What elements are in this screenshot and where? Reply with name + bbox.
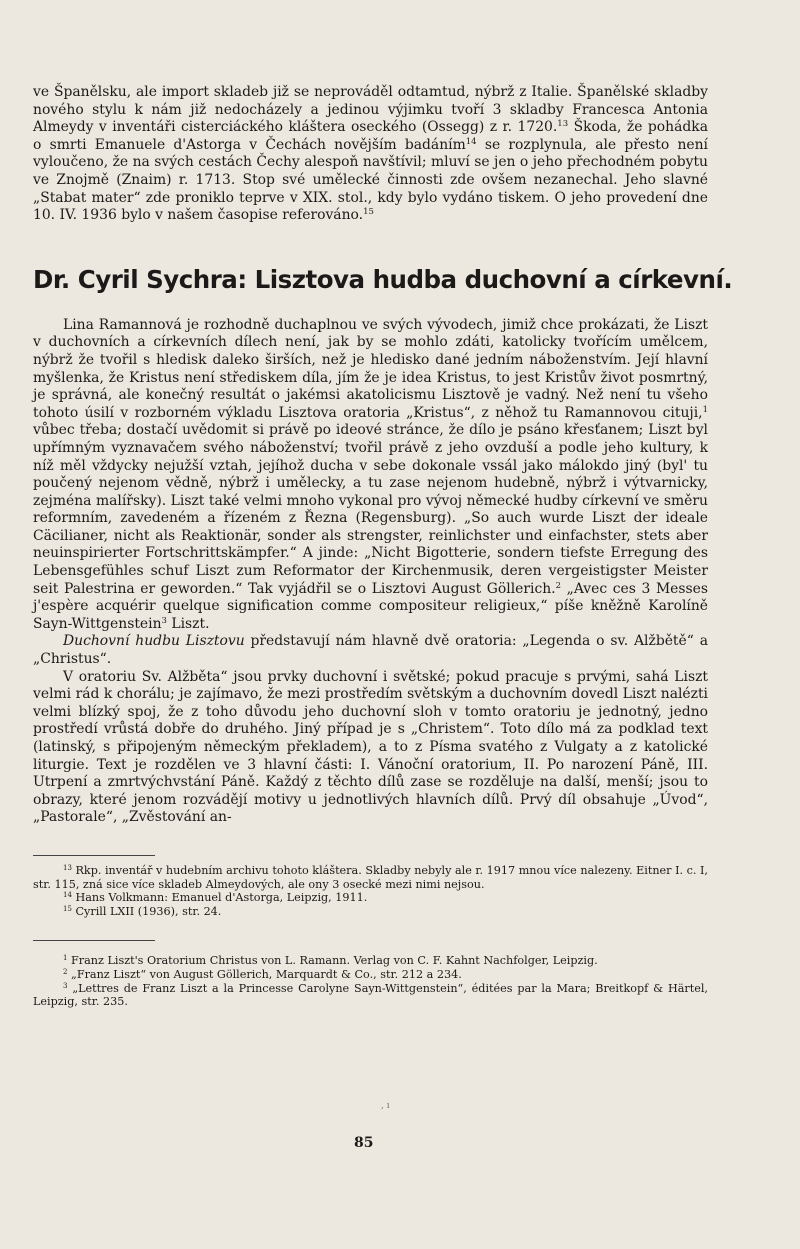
footnotes-section-b bbox=[33, 927, 708, 1008]
para1-text-1: Lina Ramannová je rozhodně duchaplnou ve svých vývodech, jimiž chce prokázati, že Liszt v duchovních a církevních dílech není, jak by se mohlo zdáti, katolicky tvořícím umělcem, nýbrž že tvořil s hledisk daleko širších, než je hledisko dané jedním náboženstvím. Její hlavní myšlenka, že Kristus není střediskem díla, jím že je idea Kristus, to jest Kristův život posmrtný, je správná, ale konečný resultát o jakémsi akatolicismu Lisztově je vadný. Než není tu všeho tohoto úsilí v rozborném výkladu Lisztova oratoria „Kristus“, z něhož tu Ramannovou cituji, bbox=[33, 316, 708, 421]
para2-text: představují nám hlavně dvě oratoria: „Legenda o sv. Alžbětě“ a „Christus“. bbox=[33, 633, 708, 668]
intro-text-2: Škoda, že pohádka o smrti Emanuele d'Astorga v Čechách novějším badáním bbox=[33, 119, 708, 153]
footnote-13 bbox=[33, 864, 708, 891]
footnotes-section-a bbox=[33, 847, 708, 918]
footnote-number: 1 bbox=[63, 954, 68, 963]
footnote-text: Franz Liszt's Oratorium Christus von L. Ramann. Verlag von C. F. Kahnt Nachfolger, Leipzig. bbox=[67, 954, 598, 968]
footnote-ref-1: 1 bbox=[702, 404, 708, 415]
para1-text-3: „Avec ces 3 Messes j'espère acquérir quelque signification comme compositeur religieux,“ píše kněžně Karolíně Sayn-Wittgenstein bbox=[33, 580, 708, 632]
body-paragraph-3: V oratoriu Sv. Alžběta“ jsou prvky duchovní i světské; pokud pracuje s prvými, sahá Liszt velmi rád k chorálu; je zajímavo, že mezi prostředím světským a duchovním dovedl Liszt nalézti velmi blízký spoj, že z toho důvodu jeho duchovní sloh v tomto oratoriu je jednotný, jedno prostředí vrůstá dobře do druhého. Jiný případ je s „Christem“. Toto dílo má za podklad text (latinský, s připojeným německým překladem), a to z Písma svatého z Vulgaty a z katolické liturgie. Text je rozdělen ve 3 hlavní části: I. Vánoční oratorium, II. Po narození Páně, III. Utrpení a zmrtvýchvstání Páně. Každý z těchto dílů zase se rozděluje na další, menší; jsou to obrazy, které jenom rozvádějí motivy u jednotlivých hlavních dílů. Prvý díl obsahuje „Úvod“, „Pastorale“, „Zvěstování an- bbox=[33, 668, 708, 826]
footnote-1 bbox=[33, 954, 708, 968]
intro-paragraph bbox=[33, 84, 708, 225]
page-number: 85 bbox=[354, 1135, 374, 1151]
footnote-3 bbox=[33, 982, 708, 1009]
footnote-number: 15 bbox=[63, 904, 72, 913]
footnote-15 bbox=[33, 905, 708, 919]
footnote-text: Hans Volkmann: Emanuel d'Astorga, Leipzig, 1911. bbox=[71, 891, 368, 905]
stray-print-mark: , ı bbox=[381, 1101, 390, 1111]
footnote-ref-2: 2 bbox=[555, 580, 562, 591]
footnote-14 bbox=[33, 891, 708, 905]
footnote-number: 2 bbox=[63, 967, 68, 976]
footnote-ref-13: 13 bbox=[557, 119, 569, 130]
footnote-ref-15: 15 bbox=[363, 207, 374, 218]
footnote-number: 14 bbox=[63, 891, 72, 900]
para1-text-2: vůbec třeba; dostačí uvědomit si právě po ideové stránce, že dílo je psáno křesťanem; Liszt byl upřímným vyznavačem svého náboženství; tvořil právě z jeho ovzduší a podle jeho kultury, k níž měl vždycky nejužší vztah, jejíhož ducha v sebe dokonale vssál jako málokdo jiný (byl' tu poučený nejenom vědně, nýbrž i umělecky, a tu zase nejenom hudebně, nýbrž i výtvarnicky, zejména malířsky). Liszt také velmi mnoho vykonal pro vývoj německé hudby církevní ve směru reformním, zavedeném a řízeném z Řezna (Regensburg). „So auch wurde Liszt der ideale Cäcilianer, nicht als Reaktionär, sonder als strengster, reinlichster und einfachster, stets aber neuinspirierter Fortschrittskämpfer.“ A jinde: „Nicht Bigotterie, sondern tiefste Erregung des Lebensgefühles schuf Liszt zum Reformator der Kirchenmusik, deren vergeistigster Meister seit Palestrina er geworden.“ Tak vyjádřil se o Lisztovi August Göllerich. bbox=[33, 422, 708, 597]
article-heading: Dr. Cyril Sychra: Lisztova hudba duchovní a církevní. bbox=[33, 264, 733, 294]
footnote-ref-14: 14 bbox=[465, 136, 477, 147]
footnote-ref-3: 3 bbox=[161, 615, 167, 626]
para2-italic: Duchovní hudbu Lisztovu bbox=[63, 633, 245, 650]
footnote-text: Rkp. inventář v hudebním archivu tohoto kláštera. Skladby nebyly ale r. 1917 mnou více nalezeny. Eitner I. c. I, str. 115, zná sice více skladeb Almeydových, ale ony 3 osecké mezi nimi nejsou. bbox=[33, 863, 708, 891]
footnote-text: Cyrill LXII (1936), str. 24. bbox=[71, 904, 222, 918]
intro-text-1: ve Španělsku, ale import skladeb již se neprováděl odtamtud, nýbrž z Italie. Španělské skladby nového stylu k nám již nedocházely a jedinou výjimku tvoří 3 skladby Francesca Antonia Almeydy v inventáři cisterciáckého kláštera oseckého (Ossegg) z r. 1720. bbox=[33, 84, 708, 136]
para1-text-4: Liszt. bbox=[166, 615, 210, 632]
footnote-text: „Lettres de Franz Liszt a la Princesse Carolyne Sayn-Wittgenstein“, éditées par la Mara; Breitkopf & Härtel, Leipzig, str. 235. bbox=[33, 981, 708, 1009]
footnote-number: 13 bbox=[63, 863, 72, 872]
body-paragraph-1 bbox=[33, 317, 708, 634]
body-paragraph-2 bbox=[33, 633, 708, 668]
intro-text-3: se rozplynula, ale přesto není vyloučeno, že na svých cestách Čechy alespoň navštívil; mluví se jen o jeho přechodném pobytu ve Znojmě (Znaim) r. 1713. Stop své umělecké činnosti zde ovšem nezanechal. Jeho slavné „Stabat mater“ zde proniklo teprve v XIX. stol., kdy bylo vydáno tiskem. O jeho provedení dne 10. IV. 1936 bylo v našem časopise referováno. bbox=[33, 136, 708, 224]
footnote-2 bbox=[33, 968, 708, 982]
footnote-text: „Franz Liszt“ von August Göllerich, Marquardt & Co., str. 212 a 234. bbox=[67, 967, 462, 981]
footnote-number: 3 bbox=[63, 981, 68, 990]
